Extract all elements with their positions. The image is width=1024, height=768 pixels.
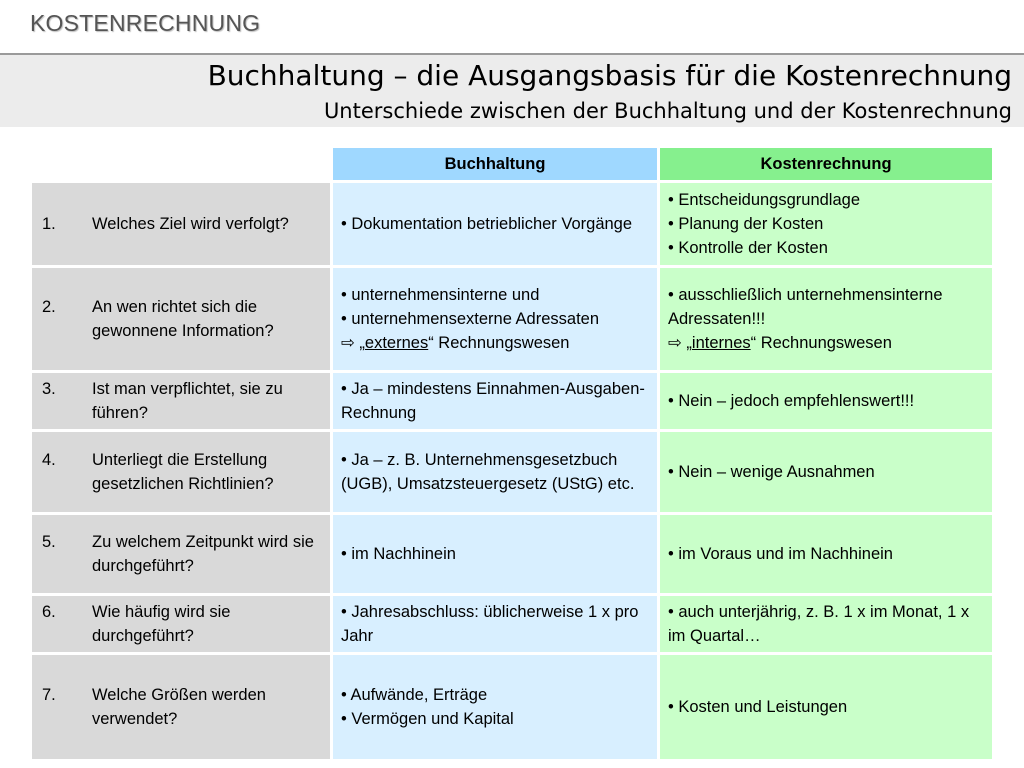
- quote-open: „: [359, 334, 365, 352]
- buchhaltung-cell: [333, 432, 657, 512]
- buchhaltung-line: • Jahresabschluss: üblicherweise 1 x pro Jahr: [341, 603, 639, 645]
- table-row: [32, 515, 992, 593]
- buchhaltung-line: • im Nachhinein: [341, 545, 456, 563]
- question-text: Unterliegt die Erstellung gesetzlichen Richtlinien?: [92, 451, 274, 493]
- question-cell: [32, 515, 330, 593]
- buchhaltung-cell: [333, 655, 657, 759]
- question-number: 4.: [42, 451, 56, 469]
- question-text: Welche Größen werden verwendet?: [92, 686, 266, 728]
- arrow-icon: ⇨: [668, 334, 682, 352]
- question-cell: [32, 373, 330, 429]
- question-number: 1.: [42, 215, 56, 233]
- kostenrechnung-line: • Kontrolle der Kosten: [668, 239, 828, 257]
- section-label: KOSTENRECHNUNG: [30, 10, 261, 36]
- question-cell: [32, 432, 330, 512]
- kostenrechnung-cell: [660, 268, 992, 370]
- header-corner: [32, 148, 330, 180]
- column-header-kostenrechnung: Kostenrechnung: [660, 148, 992, 180]
- kostenrechnung-line: • im Voraus und im Nachhinein: [668, 545, 893, 563]
- kostenrechnung-cell: [660, 596, 992, 652]
- kostenrechnung-line: • ausschließlich unternehmensinterne Adressaten!!!: [668, 286, 943, 328]
- question-number: 3.: [42, 380, 56, 398]
- kostenrechnung-line: • Planung der Kosten: [668, 215, 824, 233]
- kostenrechnung-cell: [660, 655, 992, 759]
- buchhaltung-line: • Ja – mindestens Einnahmen-Ausgaben-Rechnung: [341, 380, 645, 422]
- question-number: 7.: [42, 686, 56, 704]
- kostenrechnung-cell: [660, 373, 992, 429]
- buchhaltung-cell: [333, 268, 657, 370]
- kostenrechnung-line: • Entscheidungsgrundlage: [668, 191, 860, 209]
- table-header-row: [32, 148, 992, 180]
- kostenrechnung-line: • auch unterjährig, z. B. 1 x im Monat, 1 x im Quartal…: [668, 603, 970, 645]
- quote-open: „: [686, 334, 692, 352]
- buchhaltung-line: • unternehmensinterne und: [341, 286, 540, 304]
- question-cell: [32, 183, 330, 265]
- line-tail: “ Rechnungswesen: [428, 334, 570, 352]
- buchhaltung-cell: [333, 183, 657, 265]
- question-text: Zu welchem Zeitpunkt wird sie durchgeführt?: [92, 533, 314, 575]
- buchhaltung-line: • Dokumentation betrieblicher Vorgänge: [341, 215, 633, 233]
- table-row: [32, 655, 992, 759]
- kostenrechnung-cell: [660, 183, 992, 265]
- table-row: [32, 432, 992, 512]
- comparison-table: [29, 145, 995, 762]
- table-row: [32, 596, 992, 652]
- buchhaltung-cell: [333, 515, 657, 593]
- buchhaltung-cell: [333, 373, 657, 429]
- question-text: Ist man verpflichtet, sie zu führen?: [92, 380, 283, 422]
- kostenrechnung-line: • Kosten und Leistungen: [668, 698, 848, 716]
- kostenrechnung-line: • Nein – wenige Ausnahmen: [668, 463, 875, 481]
- kostenrechnung-line: • Nein – jedoch empfehlenswert!!!: [668, 392, 915, 410]
- kostenrechnung-line: [668, 331, 984, 355]
- question-cell: [32, 596, 330, 652]
- page-subtitle: Unterschiede zwischen der Buchhaltung und der Kostenrechnung: [323, 99, 1012, 123]
- question-cell: [32, 268, 330, 370]
- page-title: Buchhaltung – die Ausgangsbasis für die Kostenrechnung: [207, 59, 1012, 92]
- column-header-buchhaltung: Buchhaltung: [333, 148, 657, 180]
- emphasis-externes: externes: [364, 334, 429, 352]
- arrow-icon: ⇨: [341, 334, 355, 352]
- question-text: Wie häufig wird sie durchgeführt?: [92, 603, 231, 645]
- kostenrechnung-cell: [660, 515, 992, 593]
- question-number: 5.: [42, 533, 56, 551]
- table-row: [32, 373, 992, 429]
- table-row: [32, 268, 992, 370]
- question-number: 2.: [42, 298, 56, 316]
- question-cell: [32, 655, 330, 759]
- kostenrechnung-cell: [660, 432, 992, 512]
- line-tail: “ Rechnungswesen: [750, 334, 892, 352]
- question-text: Welches Ziel wird verfolgt?: [92, 215, 289, 233]
- buchhaltung-line: • Ja – z. B. Unternehmensgesetzbuch (UGB), Umsatzsteuergesetz (UStG) etc.: [341, 451, 635, 493]
- buchhaltung-cell: [333, 596, 657, 652]
- table-row: [32, 183, 992, 265]
- buchhaltung-line: • Vermögen und Kapital: [341, 710, 514, 728]
- buchhaltung-line: • unternehmensexterne Adressaten: [341, 310, 600, 328]
- buchhaltung-line: [341, 331, 649, 355]
- buchhaltung-line: • Aufwände, Erträge: [341, 686, 488, 704]
- question-number: 6.: [42, 603, 56, 621]
- title-band: [0, 53, 1024, 127]
- emphasis-internes: internes: [691, 334, 751, 352]
- question-text: An wen richtet sich die gewonnene Information?: [92, 298, 274, 340]
